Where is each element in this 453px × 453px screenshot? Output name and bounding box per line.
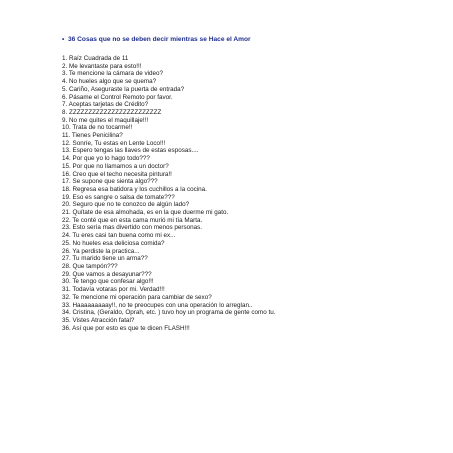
bullet-icon: • [62, 36, 65, 43]
document-title-row [62, 36, 453, 44]
list-item: 22. Te conté que en esta cama murió mi tía Marta. [62, 216, 203, 224]
list-item: 21. Quítate de esa almohada, es en la que duerme mi gato. [62, 209, 229, 217]
list-item: 1. Raíz Cuadrada de 11 [62, 55, 129, 62]
list-item: 13. Espero tengas las llaves de estas esposas.... [62, 147, 199, 155]
list-item: 17. Se supone que sienta algo??? [62, 178, 158, 186]
list-item: 9. No me quites el maquillaje!!! [62, 116, 149, 124]
list-item: 19. Eso es sangre o salsa de tomate??? [62, 193, 175, 201]
list-item: 3. Te mencione la cámara de video? [62, 70, 164, 78]
list-item: 2. Me levantaste para esto!!! [62, 62, 142, 70]
items-list [62, 55, 453, 332]
list-item: 10. Trata de no tocarme!! [62, 124, 133, 132]
list-item: 23. Esto sería mas divertido con menos personas. [62, 224, 203, 232]
list-item: 31. Todavía votaras por mi. Verdad!!! [62, 286, 165, 294]
list-item: 36. Así que por esto es que te dicen FLASH!!! [62, 324, 190, 332]
list-item: 30. Te tengo que confesar algo!!! [62, 278, 154, 286]
list-item: 16. Creo que el techo necesita pintura!! [62, 170, 172, 178]
list-item: 5. Cariño, Aseguraste la puerta de entrada? [62, 85, 185, 93]
list-item: 26. Ya perdiste la practica... [62, 247, 140, 255]
list-item: 33. Haaaaaaaaay!!, no te preocupes con una operación lo arreglan.. [62, 301, 253, 309]
list-item: 6. Pásame el Control Remoto por favor. [62, 93, 173, 101]
list-item: 8. ZZZZZZZZZZZZZZZZZZZZZZZZ [62, 108, 162, 116]
list-item: 27. Tu marido tiene un arma?? [62, 255, 148, 263]
list-item: 15. Por que no llamamos a un doctor? [62, 162, 169, 170]
list-item: 32. Te mencione mi operación para cambiar de sexo? [62, 293, 212, 301]
list-item: 12. Sonríe, Tu estas en Lente Loco!!! [62, 139, 166, 147]
list-item: 29. Que vamos a desayunar??? [62, 270, 152, 278]
list-item: 4. No hueles algo que se quema? [62, 78, 157, 86]
list-item: 25. No hueles esa deliciosa comida? [62, 239, 165, 247]
list-item: 7. Aceptas tarjetas de Crédito? [62, 101, 149, 109]
list-item: 20. Seguro que no te conozco de algún lado? [62, 201, 190, 209]
list-item: 28. Que tampón??? [62, 262, 118, 270]
list-item: 14. Por que yo lo hago todo??? [62, 155, 150, 163]
list-item: 24. Tu eres casi tan buena como mi ex... [62, 232, 176, 240]
list-item: 11. Tienes Penicilina? [62, 132, 123, 140]
list-item: 34. Cristina, (Geraldo, Oprah, etc. ) tuvo hoy un programa de gente como tu. [62, 309, 276, 317]
list-item: 18. Regresa esa batidora y los cuchillos a la cocina. [62, 185, 207, 193]
list-item: 35. Vistes Atracción fatal? [62, 316, 135, 324]
document-title: 36 Cosas que no se deben decir mientras se Hace el Amor [68, 36, 251, 43]
